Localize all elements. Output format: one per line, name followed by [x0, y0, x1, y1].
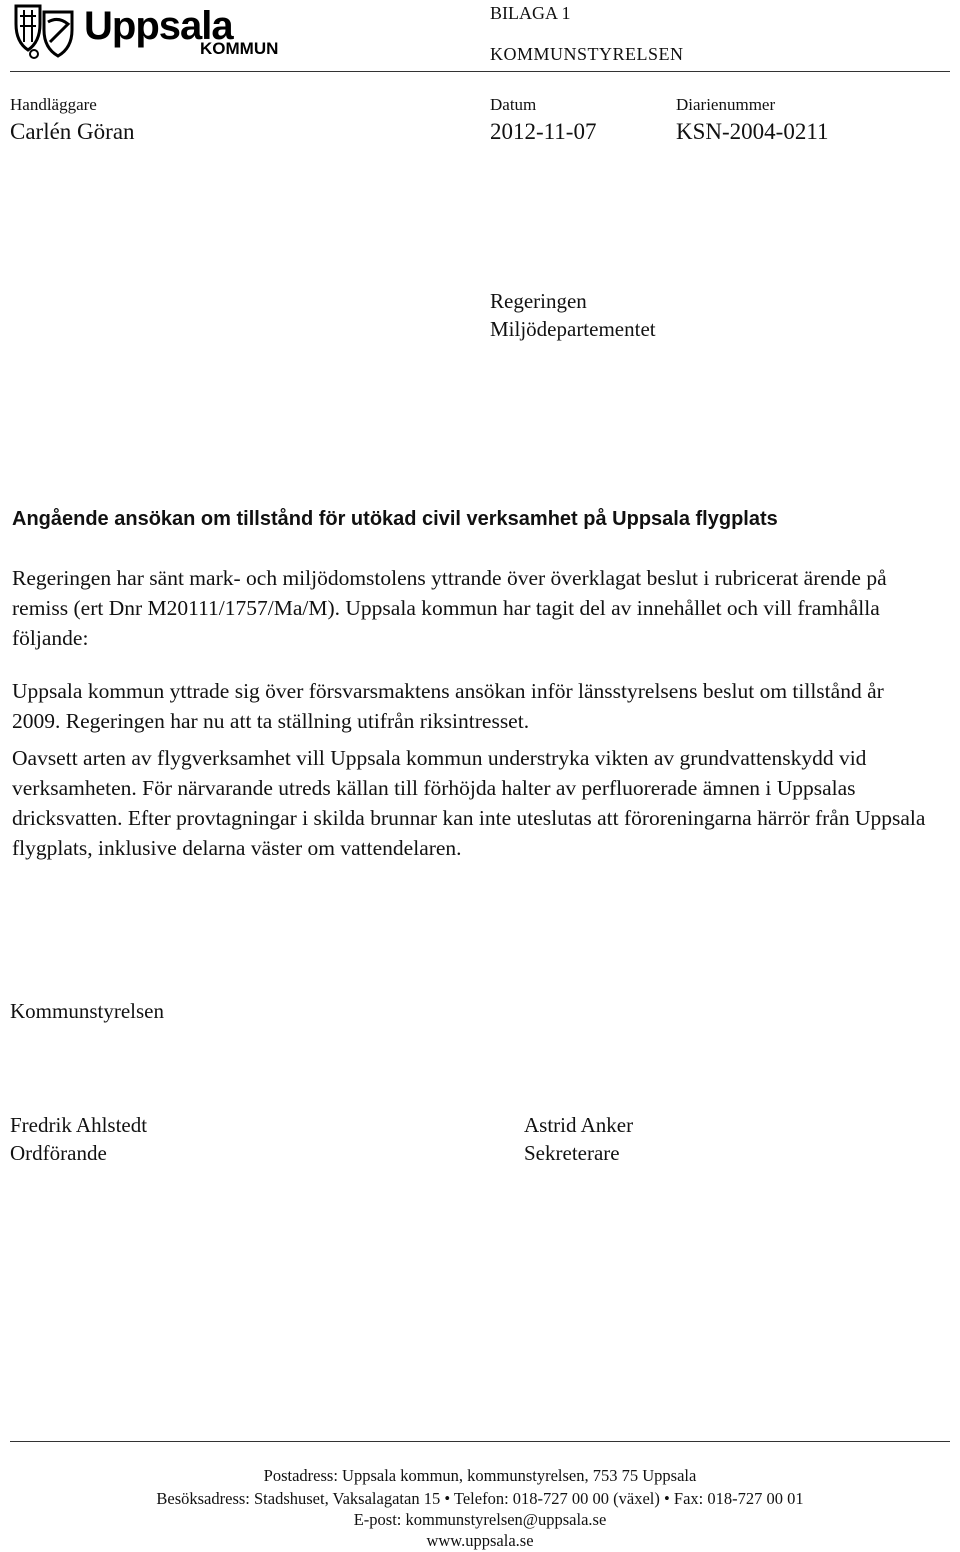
department-label: KOMMUNSTYRELSEN	[490, 44, 684, 64]
recipient-line-1: Regeringen	[490, 289, 587, 313]
date-label: Datum	[490, 95, 537, 114]
footer-email: E-post: kommunstyrelsen@uppsala.se	[353, 1510, 607, 1529]
paragraph-3-text: Oavsett arten av flygverksamhet vill Uppsala kommun understryka vikten av grundvattenskydd vid verksamheten. För närvarande utreds källan till förhöjda halter av perfluorerade ämnen i Uppsalas dricksvatten. Efter provtagningar i skilda brunnar kan inte uteslutas att föroreningarna härrör från Uppsala flygplats, inklusive delarna väster om vattendelaren.	[12, 746, 926, 860]
logo-subtitle: KOMMUN	[200, 39, 279, 58]
registration-value: KSN-2004-0211	[676, 119, 829, 144]
paragraph-1-text: Regeringen har sänt mark- och miljödomstolens yttrande över överklagat beslut i rubricerat ärende på remiss (ert Dnr M20111/1757/Ma/M). Uppsala kommun har tagit del av innehållet och vill framhålla följande:	[12, 566, 887, 650]
date-value: 2012-11-07	[490, 119, 597, 144]
footer-visit: Besöksadress: Stadshuset, Vaksalagatan 15 • Telefon: 018-727 00 00 (växel) • Fax: 018-727 00 01	[156, 1489, 804, 1508]
signatory-2-role: Sekreterare	[524, 1141, 620, 1165]
document-title: Angående ansökan om tillstånd för utökad civil verksamhet på Uppsala flygplats	[12, 508, 778, 530]
signatory-2-name: Astrid Anker	[524, 1113, 634, 1137]
footer-postal: Postadress: Uppsala kommun, kommunstyrelsen, 753 75 Uppsala	[263, 1466, 697, 1485]
header-divider	[10, 71, 950, 72]
recipient-line-2: Miljödepartementet	[490, 317, 656, 341]
handler-label: Handläggare	[10, 95, 97, 114]
attachment-label: BILAGA 1	[490, 3, 571, 23]
footer-website: www.uppsala.se	[426, 1531, 534, 1550]
paragraph-1	[12, 563, 932, 653]
footer-divider	[10, 1441, 950, 1442]
paragraph-2-text: Uppsala kommun yttrade sig över försvarsmaktens ansökan inför länsstyrelsens beslut om tillstånd år 2009. Regeringen har nu att ta ställning utifrån riksintresset.	[12, 679, 884, 733]
signoff-label: Kommunstyrelsen	[10, 999, 164, 1023]
logo-wordmark: Uppsala	[84, 4, 233, 48]
paragraph-3	[12, 743, 932, 863]
paragraph-2	[12, 676, 932, 736]
registration-label: Diarienummer	[676, 95, 776, 114]
handler-value: Carlén Göran	[10, 119, 135, 144]
signatory-1-name: Fredrik Ahlstedt	[10, 1113, 148, 1137]
crest-icon	[10, 2, 80, 62]
uppsala-kommun-logo	[10, 2, 279, 64]
signatory-1-role: Ordförande	[10, 1141, 107, 1165]
